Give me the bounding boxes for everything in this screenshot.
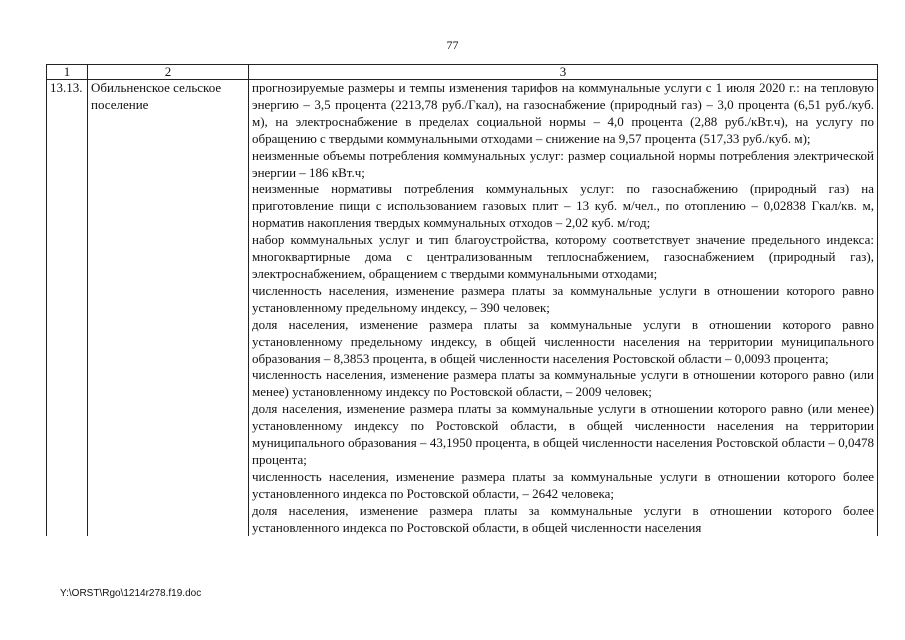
paragraph-share-above: доля населения, изменение размера платы за коммунальные услуги в отношении которого более установленного индекса по Ростовской области, в общей численности населения <box>252 502 874 535</box>
paragraph-population-above: численность населения, изменение размера платы за коммунальные услуги в отношении которого более установленного индекса по Ростовской области, – 2642 человека; <box>252 468 874 501</box>
paragraph-norms: неизменные нормативы потребления коммунальных услуг: по газоснабжению (природный газ) на приготовление пищи с использованием газовых плит – 13 куб. м/чел., по отоплению – 0,02838 Гкал/кв. м, норматив накопления твердых коммунальных отходов – 2,02 куб. м/год; <box>252 181 874 231</box>
page-number: 77 <box>446 38 459 52</box>
column-header-2: 2 <box>88 65 249 80</box>
paragraph-tariffs: прогнозируемые размеры и темпы изменения тарифов на коммунальные услуги с 1 июля 2020 г.: на тепловую энергию – 3,5 процента (2213,78 руб./Гкал), на газоснабжение (природный газ) – 3,0 процента (6,51 руб./куб. м), на электроснабжение в пределах социальной нормы – 4,0 процента (2,88 руб./кВт.ч), на услугу по обращению с твердыми коммунальными отходами – снижение на 9,57 процента (517,33 руб./куб. м); <box>252 80 874 146</box>
paragraph-share-limit: доля населения, изменение размера платы за коммунальные услуги в отношении которого равно установленному предельному индексу, в общей численности населения на территории муниципального образования – 8,3853 процента, в общей численности населения Ростовской области – 0,0093 процента; <box>252 316 874 366</box>
settlement-name: Обильненское сельское поселение <box>88 80 249 537</box>
paragraph-service-set: набор коммунальных услуг и тип благоустройства, которому соответствует значение предельного индекса: многоквартирные дома с централизованным теплоснабжением, газоснабжением (природный газ), электроснабжением, обращением с твердыми коммунальными отходами; <box>252 232 874 281</box>
column-header-1: 1 <box>47 65 88 80</box>
settlement-table <box>46 64 878 536</box>
paragraph-volumes: неизменные объемы потребления коммунальных услуг: размер социальной нормы потребления электрической энергии – 186 кВт.ч; <box>252 147 874 180</box>
table-row <box>47 80 878 537</box>
table-header-row <box>47 65 878 80</box>
row-number: 13.13. <box>47 80 88 537</box>
paragraph-share-regional: доля населения, изменение размера платы за коммунальные услуги в отношении которого равно (или менее) установленному индексу по Ростовской области, в общей численности населения на территории муниципального образования – 43,1950 процента, в общей численности населения Ростовской области – 0,0478 процента; <box>252 401 874 467</box>
paragraph-population-regional: численность населения, изменение размера платы за коммунальные услуги в отношении которого равно (или менее) установленному индексу по Ростовской области, – 2009 человек; <box>252 367 874 400</box>
footer-file-path: Y:\ORST\Rgo\1214r278.f19.doc <box>60 588 202 599</box>
paragraph-population-limit: численность населения, изменение размера платы за коммунальные услуги в отношении которого равно установленному предельному индексу, – 390 человек; <box>252 282 874 315</box>
row-content <box>249 80 878 537</box>
column-header-3: 3 <box>249 65 878 80</box>
